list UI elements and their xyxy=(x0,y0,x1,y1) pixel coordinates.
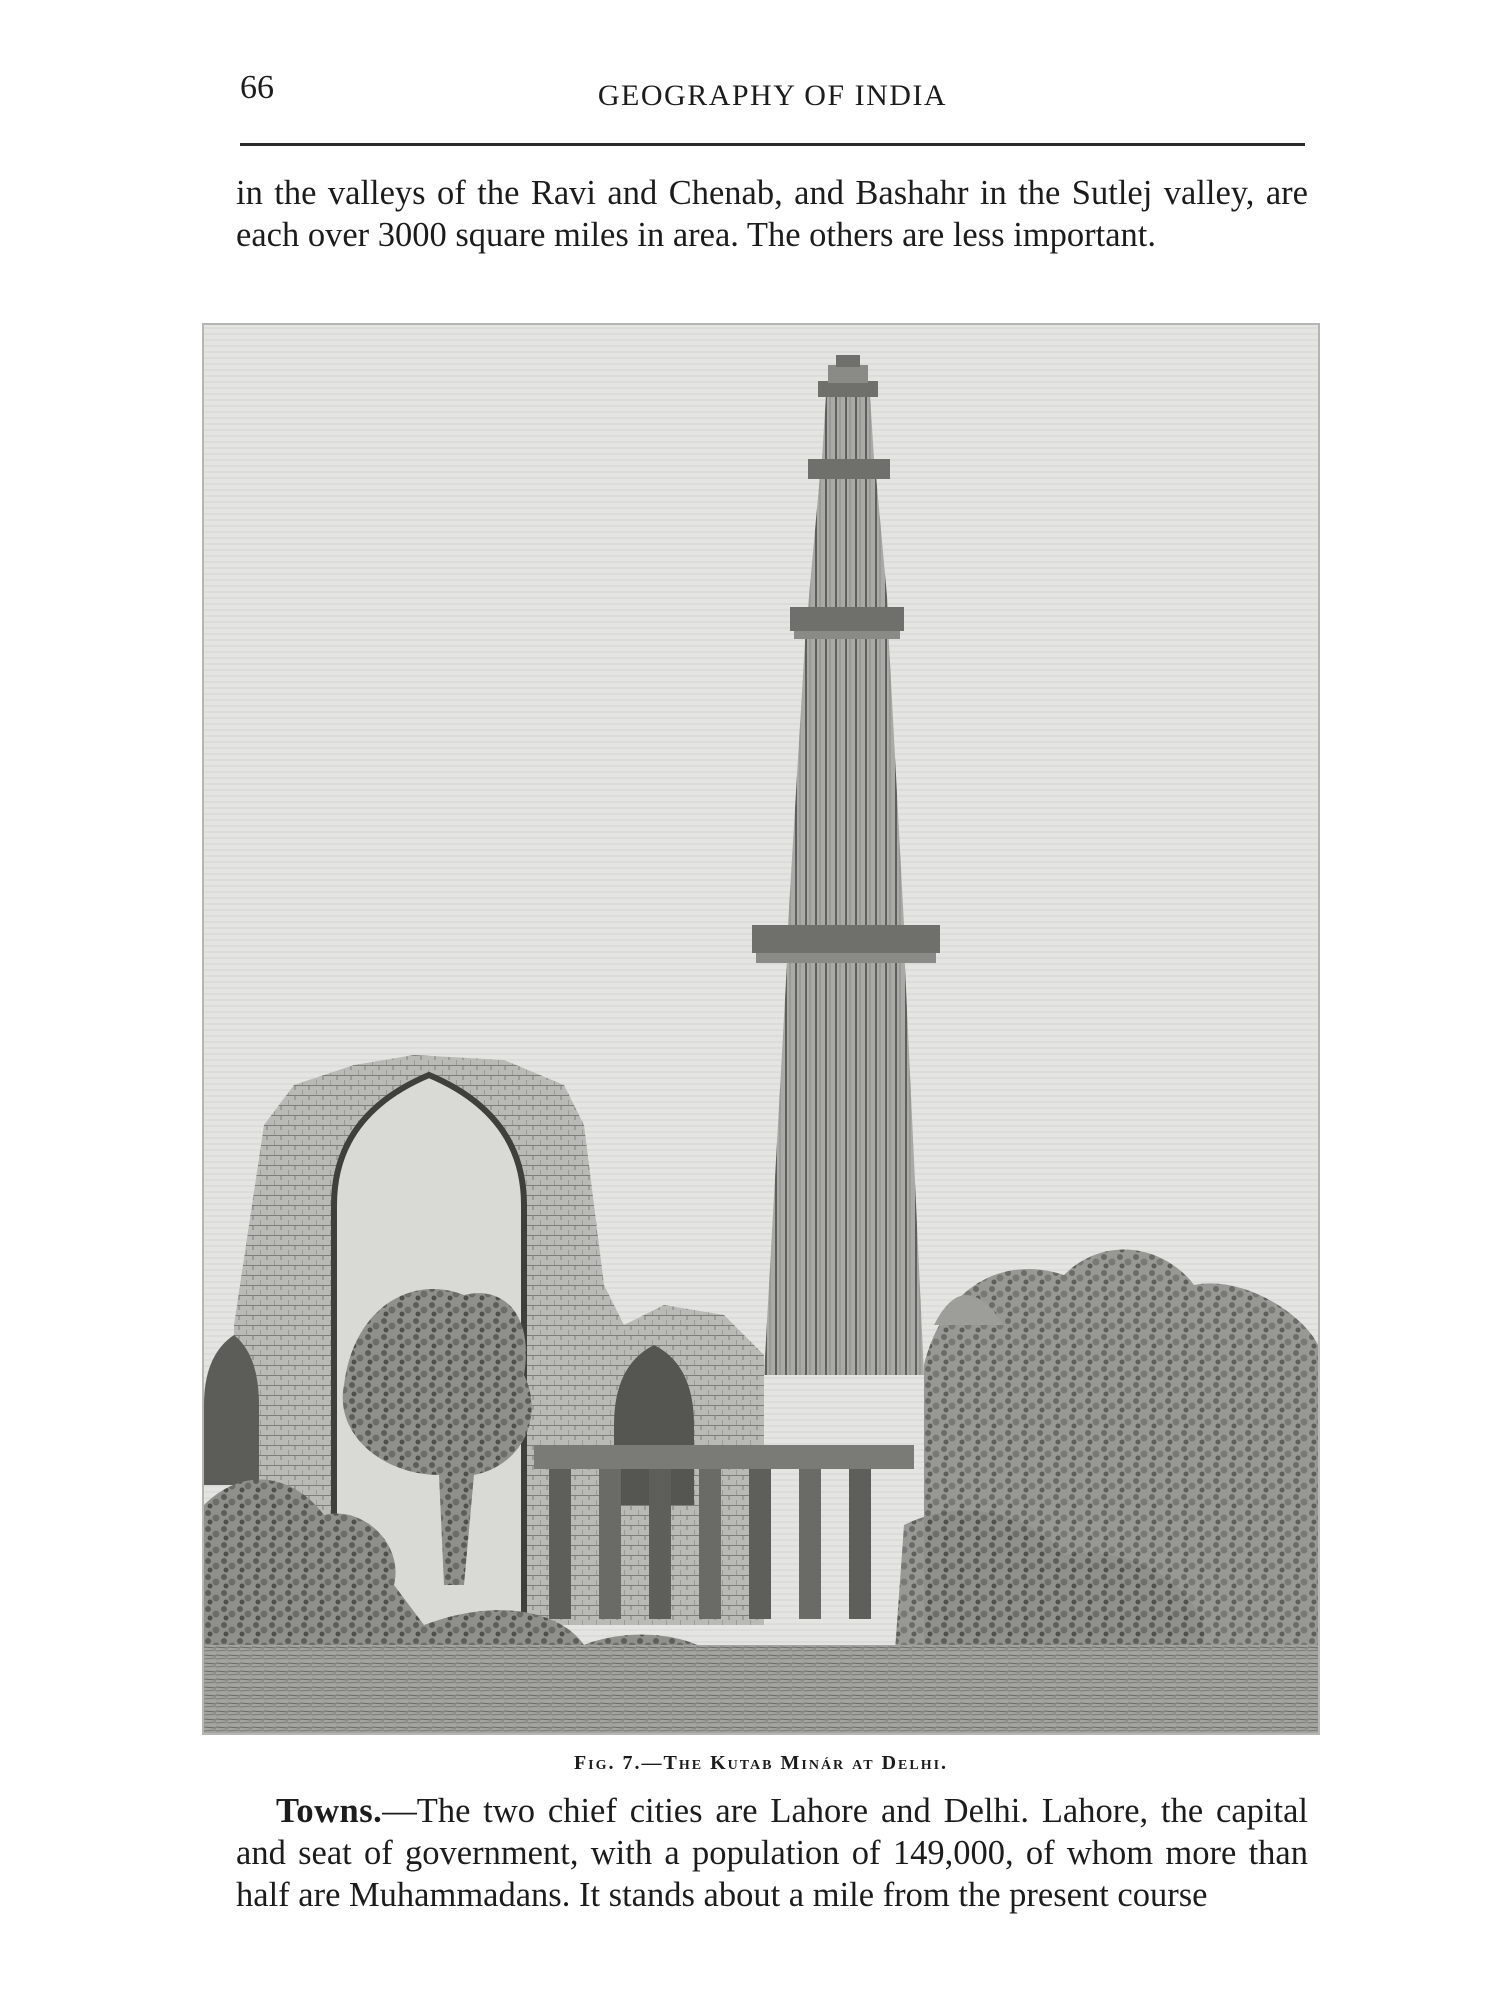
paragraph-top: in the valleys of the Ravi and Chenab, and Bashahr in the Sutlej valley, are each over 3000 square miles in area. The others are less important. xyxy=(236,174,1308,254)
running-head: GEOGRAPHY OF INDIA xyxy=(597,79,948,112)
figure-caption: Fig. 7.—The Kutab Minár at Delhi. xyxy=(573,1752,949,1774)
figure-illustration xyxy=(202,323,1320,1735)
foreground-ground xyxy=(204,1645,1318,1733)
towns-paragraph-text: —The two chief cities are Lahore and Delhi. Lahore, the capital and seat of government, with a population of 149,000, of whom more than half are Muhammadans. It stands about a mile from the present course xyxy=(236,1792,1308,1914)
page-number: 66 xyxy=(240,69,274,106)
towns-run-in-heading: Towns. xyxy=(276,1792,383,1830)
paragraph-towns xyxy=(236,1790,1308,1916)
header-rule xyxy=(240,143,1305,146)
